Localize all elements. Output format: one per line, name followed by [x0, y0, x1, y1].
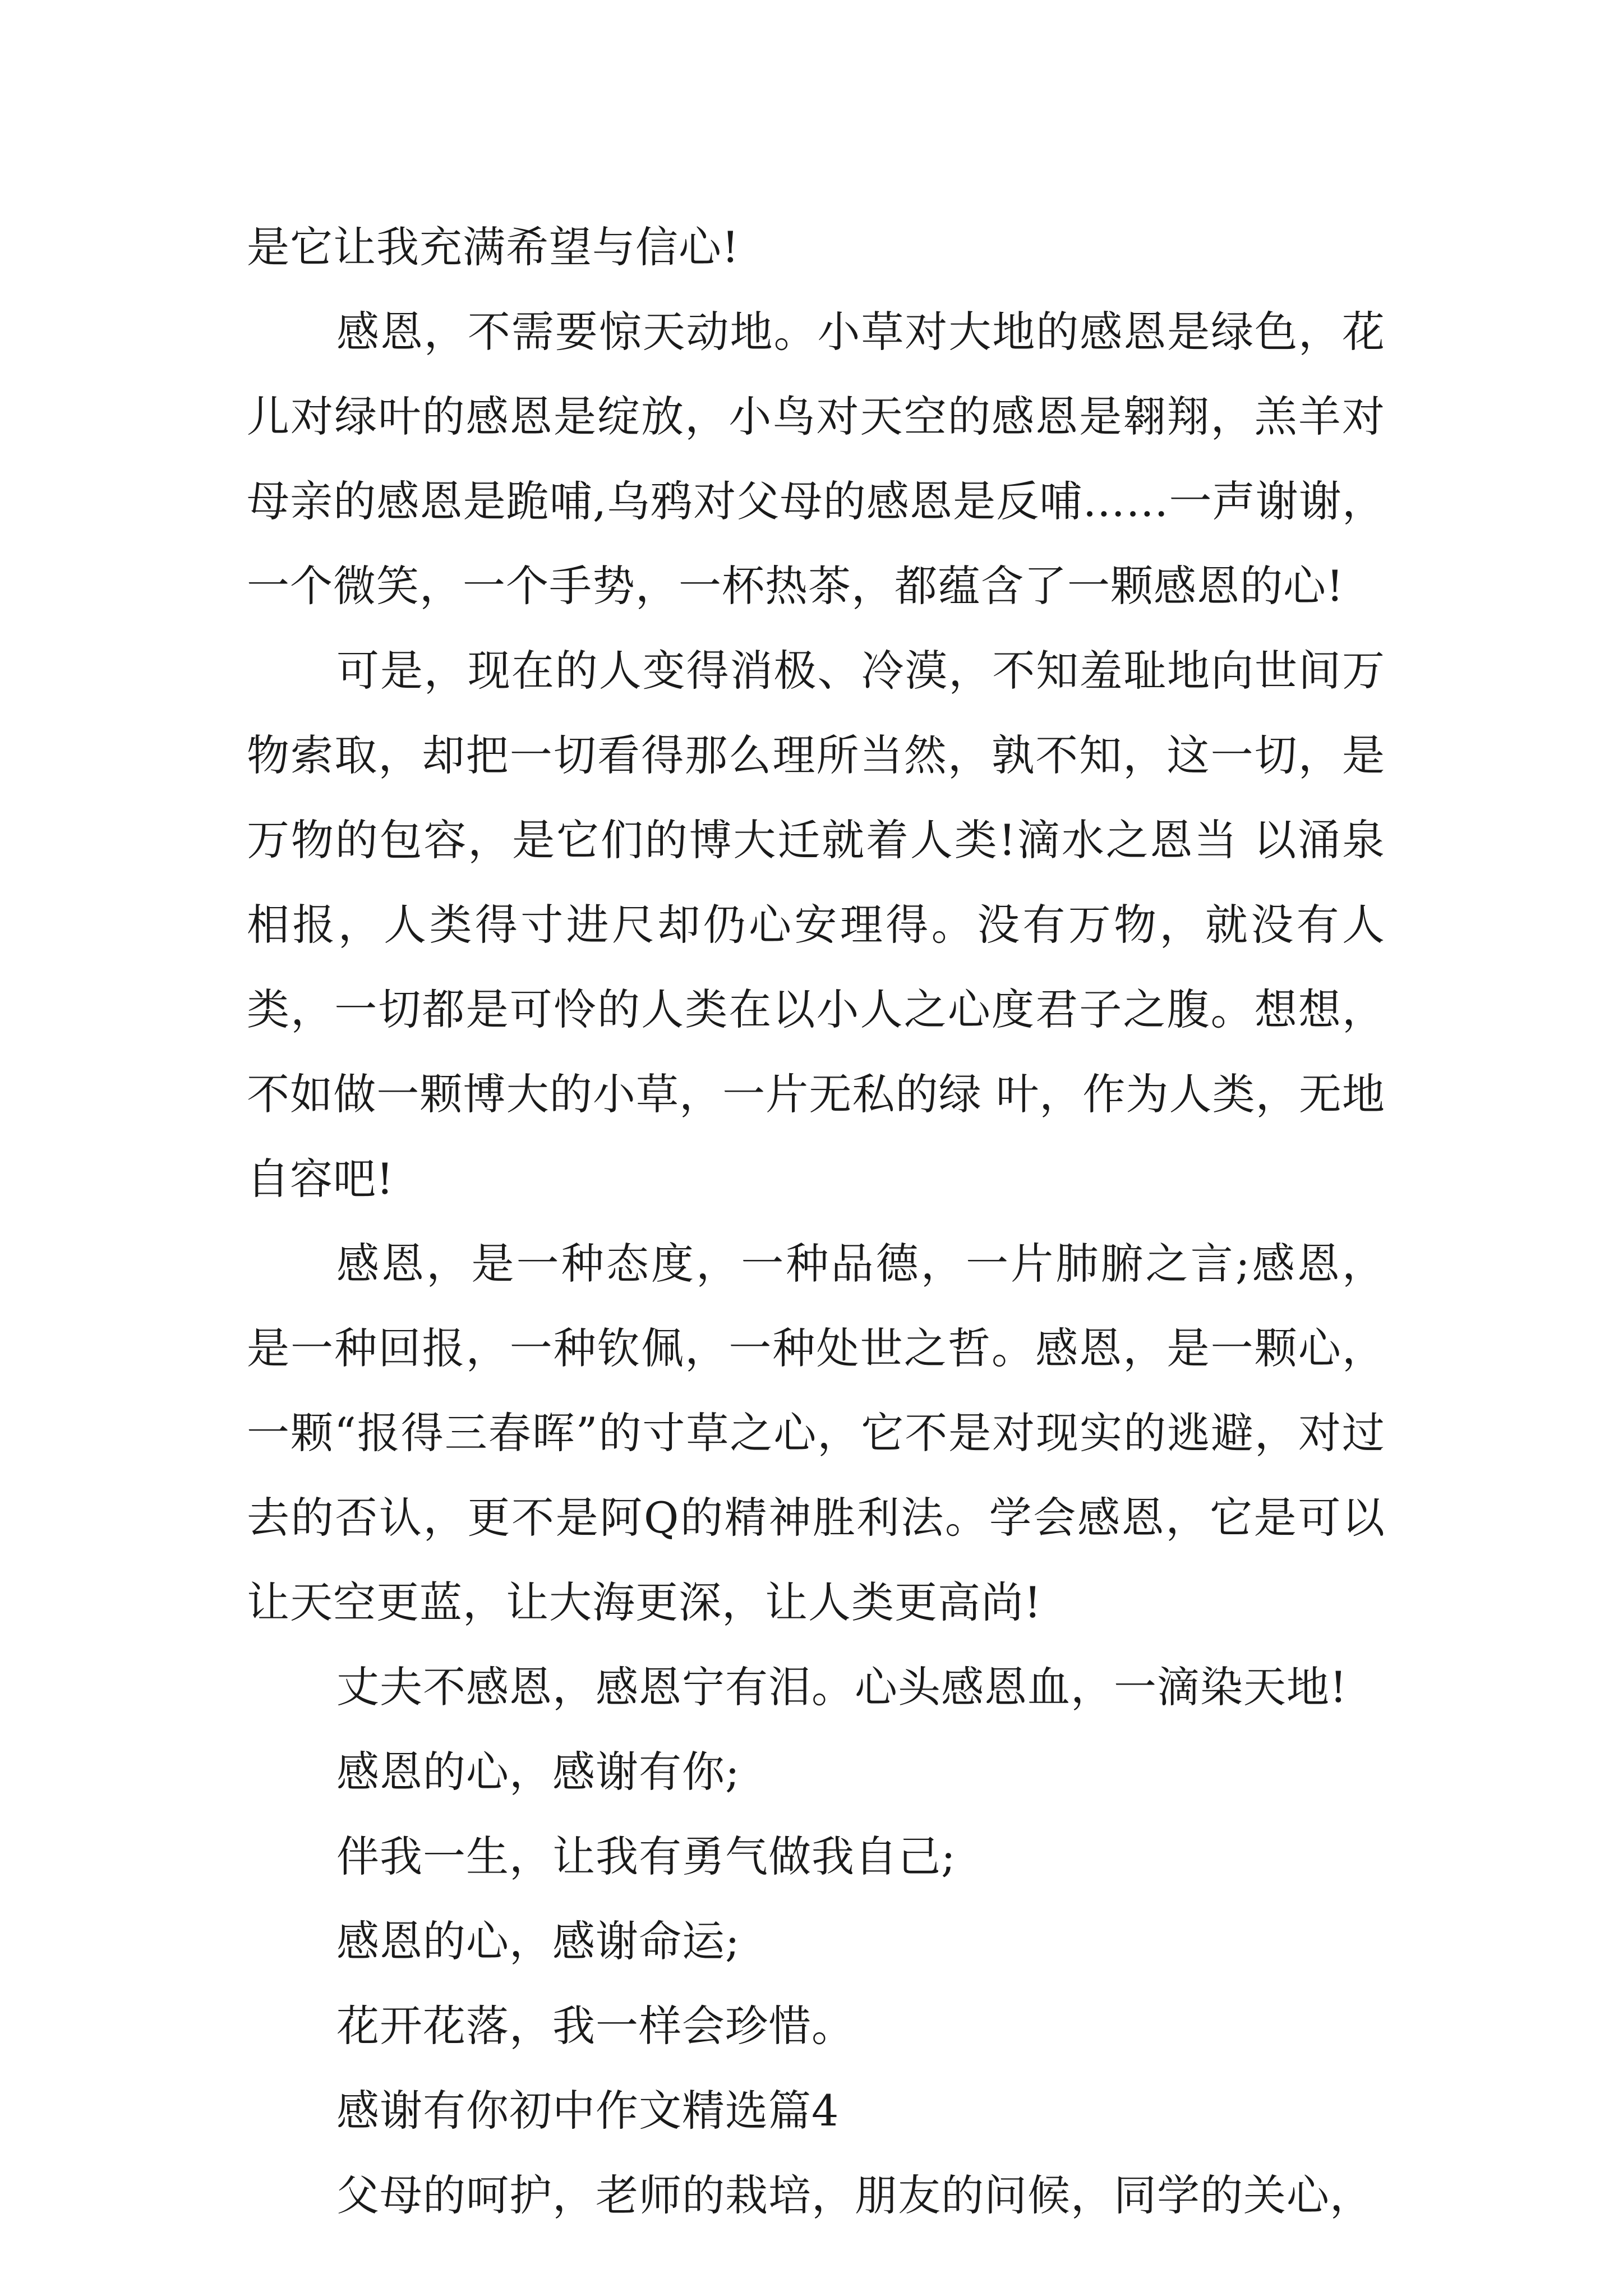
document-body — [247, 205, 1385, 2238]
section-heading: 感谢有你初中作文精选篇4 — [336, 2086, 840, 2136]
paragraph-7: 伴我一生，让我有勇气做我自己; — [336, 1832, 956, 1881]
paragraph-9: 花开花落，我一样会珍惜。 — [336, 2001, 855, 2051]
paragraph-8: 感恩的心，感谢命运; — [336, 1916, 740, 1966]
paragraph-2: 感恩，不需要惊天动地。小草对大地的感恩是绿色，花儿对绿叶的感恩是绽放，小鸟对天空的感恩是翱翔，羔羊对母亲的感恩是跪哺,乌鸦对父母的感恩是反哺……一声谢谢，一个微笑，一个手势，一杯热茶，都蕴含了一颗感恩的心! — [247, 307, 1385, 611]
paragraph-4: 感恩，是一种态度，一种品德，一片肺腑之言;感恩，是一种回报，一种钦佩，一种处世之哲。感恩，是一颗心，一颗“报得三春晖”的寸草之心，它不是对现实的逃避，对过去的否认，更不是阿Q的精神胜利法。学会感恩，它是可以让天空更蓝，让大海更深，让人类更高尚! — [247, 1239, 1385, 1627]
paragraph-1: 是它让我充满希望与信心! — [247, 222, 740, 272]
paragraph-11: 父母的呵护，老师的栽培，朋友的问候，同学的关心， — [336, 2170, 1373, 2220]
paragraph-6: 感恩的心，感谢有你; — [336, 1747, 740, 1797]
paragraph-5: 丈夫不感恩，感恩宁有泪。心头感恩血，一滴染天地! — [336, 1662, 1348, 1712]
paragraph-3: 可是，现在的人变得消极、冷漠，不知羞耻地向世间万物索取，却把一切看得那么理所当然，孰不知，这一切，是万物的包容，是它们的博大迁就着人类!滴水之恩当 以涌泉相报，人类得寸进尺却仍心安理得。没有万物，就没有人类，一切都是可怜的人类在以小人之心度君子之腹。想想，不如做一颗博大的小草，一片无私的绿 叶，作为人类，无地自容吧! — [247, 646, 1385, 1204]
